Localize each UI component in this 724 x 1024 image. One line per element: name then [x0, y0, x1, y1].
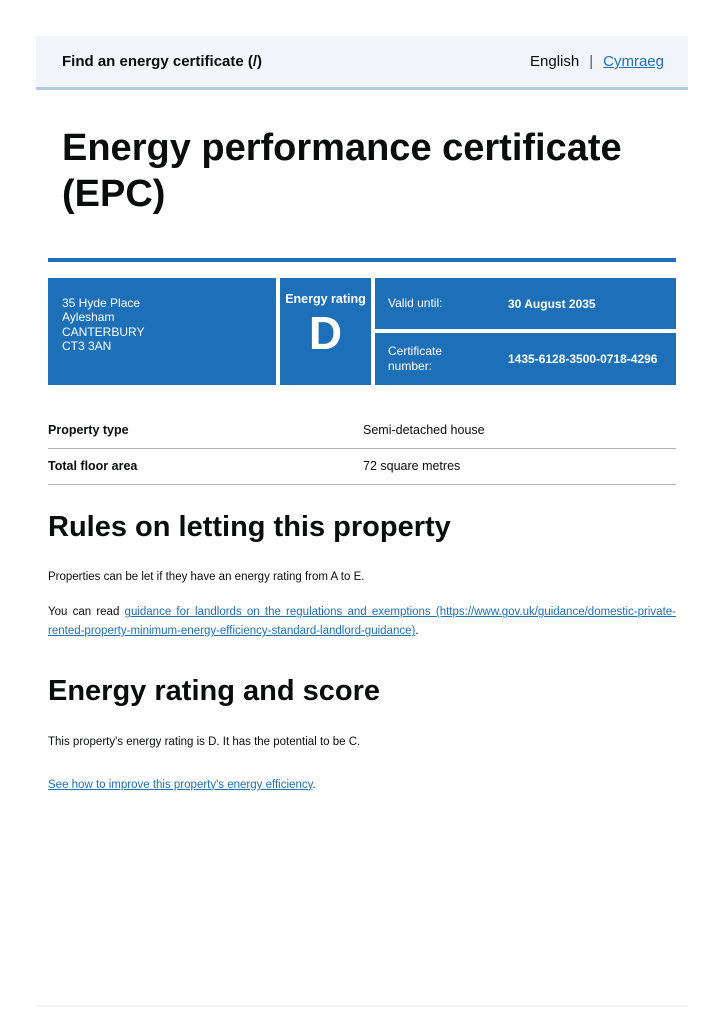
language-switcher [530, 53, 664, 70]
valid-until-box [375, 278, 676, 330]
improve-paragraph [48, 776, 676, 795]
property-details-table [48, 413, 676, 485]
property-address [48, 278, 276, 385]
guidance-paragraph [48, 603, 676, 641]
improve-efficiency-link[interactable]: See how to improve this property's energy efficiency [48, 778, 313, 791]
service-name-link[interactable]: Find an energy certificate (/) [62, 53, 263, 70]
property-type-label: Property type [48, 422, 129, 437]
guidance-link[interactable]: guidance for landlords on the regulations and exemptions (https://www.gov.uk/guidance/domestic-private-rented-property-minimum-energy-efficiency-standard-landlord-guidance) [48, 606, 676, 638]
section-divider [48, 258, 676, 262]
letting-rules-paragraph: Properties can be let if they have an energy rating from A to E. [48, 571, 365, 584]
valid-until-value: 30 August 2035 [508, 296, 596, 311]
energy-rating-value: D [308, 306, 343, 359]
language-current: English [530, 53, 580, 70]
table-row [48, 449, 676, 485]
page-title: Energy performance certificate (EPC) [62, 127, 622, 215]
address-line: Aylesham [62, 310, 115, 325]
letting-rules-heading: Rules on letting this property [48, 510, 451, 543]
energy-rating-paragraph: This property's energy rating is D. It has the potential to be C. [48, 735, 361, 748]
energy-rating-label: Energy rating [285, 291, 366, 306]
certificate-number-value: 1435-6128-3500-0718-4296 [508, 352, 658, 367]
energy-rating-panel [280, 278, 371, 385]
certificate-number-box [375, 333, 676, 385]
address-line: 35 Hyde Place [62, 295, 141, 310]
page-bottom-divider [36, 1005, 688, 1007]
guidance-text-prefix: You can read [48, 606, 125, 619]
certificate-summary [48, 278, 676, 385]
energy-rating-heading: Energy rating and score [48, 675, 380, 708]
property-type-value: Semi-detached house [363, 422, 485, 437]
address-line: CT3 3AN [62, 339, 112, 354]
valid-until-label: Valid until: [388, 296, 443, 311]
total-floor-area-value: 72 square metres [363, 458, 461, 473]
letting-rules-section [48, 511, 676, 641]
certificate-number-label: Certificate number: [388, 344, 443, 374]
address-line: CANTERBURY [62, 324, 145, 339]
energy-rating-section [48, 675, 676, 794]
site-header [36, 36, 688, 90]
improve-text-suffix: . [312, 778, 316, 791]
total-floor-area-label: Total floor area [48, 458, 138, 473]
main-content [36, 126, 688, 1007]
language-link-cymraeg[interactable]: Cymraeg [603, 53, 664, 70]
guidance-text-suffix: . [415, 625, 419, 638]
table-row [48, 413, 676, 449]
certificate-info-column [375, 278, 676, 385]
language-separator: | [589, 53, 594, 70]
